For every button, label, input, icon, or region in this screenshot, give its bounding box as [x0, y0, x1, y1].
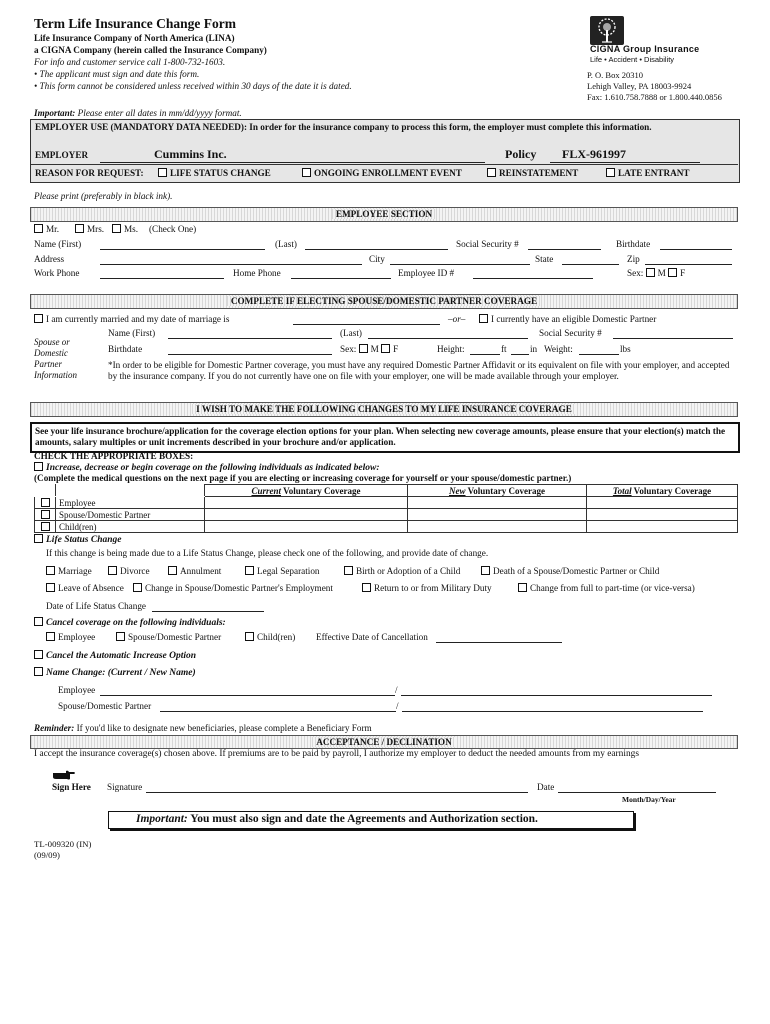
emp-ssn-field[interactable]	[528, 249, 601, 250]
event-legal-separation[interactable]: Legal Separation	[245, 566, 320, 576]
total-cell[interactable]	[587, 521, 738, 533]
emp-state-field[interactable]	[562, 264, 619, 265]
sp-name-first-field[interactable]	[168, 338, 332, 339]
event-spouse-employment[interactable]: Change in Spouse/Domestic Partner's Employment	[133, 583, 333, 593]
sign-here-label: Sign Here	[52, 782, 91, 792]
checkbox[interactable]	[116, 632, 125, 641]
domestic-partner-option[interactable]: I currently have an eligible Domestic Partner	[479, 314, 656, 324]
name-change-option[interactable]: Name Change: (Current / New Name)	[34, 667, 196, 678]
emp-name-first-field[interactable]	[100, 249, 265, 250]
col-new: New Voluntary Coverage	[408, 485, 587, 497]
event-leave-of-absence[interactable]: Leave of Absence	[46, 583, 124, 593]
nc-spouse-new-field[interactable]	[402, 711, 703, 712]
title-mr[interactable]: Mr.	[34, 224, 59, 234]
checkbox[interactable]	[518, 583, 527, 592]
cancel-checkbox[interactable]	[34, 617, 43, 626]
emp-city-field[interactable]	[390, 264, 530, 265]
emp-birthdate-label: Birthdate	[616, 239, 651, 249]
checkbox[interactable]	[75, 224, 84, 233]
total-cell[interactable]	[587, 509, 738, 521]
emp-id-field[interactable]	[473, 278, 593, 279]
emp-zip-label: Zip	[627, 254, 640, 264]
nc-employee-current-field[interactable]	[100, 695, 395, 696]
cancel-employee[interactable]: Employee	[46, 632, 95, 642]
spouse-side-label: Spouse or Domestic Partner Information	[34, 337, 78, 380]
or-separator: –or–	[448, 314, 466, 324]
emp-zip-field[interactable]	[645, 264, 732, 265]
employer-use-text: EMPLOYER USE (MANDATORY DATA NEEDED): In order for the insurance company to process this form, the employer must complete this information.	[35, 122, 652, 132]
sp-ssn-field[interactable]	[613, 338, 733, 339]
event-marriage[interactable]: Marriage	[46, 566, 92, 576]
policy-value[interactable]: FLX-961997	[562, 147, 626, 161]
policy-underline	[550, 162, 700, 163]
event-annulment[interactable]: Annulment	[168, 566, 221, 576]
company-name: CIGNA Group Insurance	[590, 44, 700, 54]
effective-date-field[interactable]	[436, 642, 562, 643]
header-bullet-sign: • The applicant must sign and date this form.	[34, 69, 200, 79]
domestic-checkbox[interactable]	[479, 314, 488, 323]
nc-slash-2: /	[396, 701, 399, 711]
sp-height-in-field[interactable]	[511, 354, 529, 355]
date-field[interactable]	[558, 792, 716, 793]
checkbox[interactable]	[168, 566, 177, 575]
sp-sex-m-checkbox[interactable]	[359, 344, 368, 353]
new-cell[interactable]	[408, 521, 587, 533]
coverage-row-children[interactable]	[35, 521, 738, 533]
row-label: Spouse/Domestic Partner	[56, 509, 205, 521]
header-company-line: Life Insurance Company of North America (LINA)	[34, 33, 235, 43]
pointing-hand-icon	[52, 769, 76, 783]
sex-f-checkbox[interactable]	[668, 268, 677, 277]
emp-last-field[interactable]	[305, 249, 448, 250]
cancel-children[interactable]: Child(ren)	[245, 632, 295, 642]
acceptance-header: ACCEPTANCE / DECLINATION	[30, 735, 738, 749]
emp-last-label: (Last)	[275, 239, 297, 249]
title-check-one: (Check One)	[149, 224, 197, 234]
emp-ssn-label: Social Security #	[456, 239, 519, 249]
effective-date-label: Effective Date of Cancellation	[316, 632, 428, 642]
form-code: TL-009320 (IN)	[34, 839, 92, 849]
employer-value: Cummins Inc.	[154, 147, 227, 161]
coverage-row-spouse[interactable]	[35, 509, 738, 521]
coverage-row-employee[interactable]	[35, 497, 738, 509]
form-title: Term Life Insurance Change Form	[34, 16, 236, 31]
checkbox[interactable]	[112, 224, 121, 233]
emp-work-phone-field[interactable]	[100, 278, 224, 279]
date-of-change-field[interactable]	[152, 611, 264, 612]
emp-address-field[interactable]	[100, 264, 362, 265]
sp-ft-label: ft	[501, 344, 507, 354]
date-format-label: Month/Day/Year	[622, 795, 676, 804]
policy-label: Policy	[505, 147, 537, 161]
employer-label: EMPLOYER	[35, 150, 89, 160]
sp-weight-label: Weight:	[544, 344, 573, 354]
married-checkbox[interactable]	[34, 314, 43, 323]
reason-late-entrant[interactable]: LATE ENTRANT	[606, 168, 690, 178]
nc-spouse-label: Spouse/Domestic Partner	[58, 701, 152, 711]
date-label: Date	[537, 782, 555, 792]
current-cell[interactable]	[205, 497, 408, 509]
sp-weight-field[interactable]	[579, 354, 619, 355]
total-cell[interactable]	[587, 497, 738, 509]
header-bullet-30days: • This form cannot be considered unless received within 30 days of the date it is dated.	[34, 81, 352, 91]
sp-in-label: in	[530, 344, 538, 354]
employee-section-header: EMPLOYEE SECTION	[30, 207, 738, 222]
cancel-coverage-option[interactable]: Cancel coverage on the following individuals:	[34, 617, 226, 628]
signature-label: Signature	[107, 782, 143, 792]
sp-height-ft-field[interactable]	[470, 354, 500, 355]
checkbox[interactable]	[344, 566, 353, 575]
sp-ssn-label: Social Security #	[539, 328, 602, 338]
emp-id-label: Employee ID #	[398, 268, 455, 278]
col-current: Current Voluntary Coverage	[205, 485, 408, 497]
company-tagline: Life • Accident • Disability	[590, 55, 675, 64]
sp-sex-f-checkbox[interactable]	[381, 344, 390, 353]
domestic-partner-note: *In order to be eligible for Domestic Partner coverage, you must have any required Domestic Partner Affidavit or its equivalent on file with your employer, and accepted by the insurance company. If you do not currently have one on file with your employer, one will be made available through your employer.	[108, 360, 730, 381]
checkbox[interactable]	[46, 566, 55, 575]
life-status-checkbox[interactable]	[34, 534, 43, 543]
current-cell[interactable]	[205, 509, 408, 521]
life-status-option[interactable]: Life Status Change	[34, 534, 122, 545]
checkbox[interactable]	[46, 632, 55, 641]
checkbox[interactable]	[34, 224, 43, 233]
checkbox[interactable]	[46, 583, 55, 592]
sp-birthdate-label: Birthdate	[108, 344, 143, 354]
emp-state-label: State	[535, 254, 554, 264]
nc-spouse-current-field[interactable]	[160, 711, 396, 712]
cancel-auto-increase-option[interactable]: Cancel the Automatic Increase Option	[34, 650, 196, 661]
checkbox[interactable]	[245, 632, 254, 641]
emp-birthdate-field[interactable]	[660, 249, 732, 250]
new-cell[interactable]	[408, 497, 587, 509]
sp-height-label: Height:	[437, 344, 465, 354]
cancel-auto-checkbox[interactable]	[34, 650, 43, 659]
sp-birthdate-field[interactable]	[168, 354, 332, 355]
reason-reinstatement[interactable]: REINSTATEMENT	[487, 168, 578, 178]
increase-checkbox[interactable]	[34, 462, 43, 471]
checkbox[interactable]	[606, 168, 615, 177]
nc-employee-new-field[interactable]	[401, 695, 712, 696]
event-birth-adoption[interactable]: Birth or Adoption of a Child	[344, 566, 460, 576]
checkbox[interactable]	[133, 583, 142, 592]
company-address2: Lehigh Valley, PA 18003-9924	[587, 81, 692, 91]
signature-field[interactable]	[146, 792, 528, 793]
sp-name-first-label: Name (First)	[108, 328, 156, 338]
checkbox[interactable]	[481, 566, 490, 575]
reason-life-status[interactable]: LIFE STATUS CHANGE	[158, 168, 271, 178]
checkbox[interactable]	[108, 566, 117, 575]
header-service-line: For info and customer service call 1-800-732-1603.	[34, 57, 226, 67]
checkbox[interactable]	[158, 168, 167, 177]
married-option[interactable]: I am currently married and my date of marriage is	[34, 314, 229, 324]
coverage-table	[34, 484, 738, 533]
date-of-change-label: Date of Life Status Change	[46, 601, 147, 611]
employer-divider	[30, 164, 738, 165]
current-cell[interactable]	[205, 521, 408, 533]
cigna-tree-logo	[590, 16, 624, 45]
coverage-header-row	[35, 485, 738, 497]
event-military[interactable]: Return to or from Military Duty	[362, 583, 492, 593]
acceptance-text: I accept the insurance coverage(s) chosen above. If premiums are to be paid by payroll, I authorize my employer to deduct the needed amounts from my earnings	[34, 749, 639, 759]
reason-ongoing[interactable]: ONGOING ENROLLMENT EVENT	[302, 168, 462, 178]
important-dates-note: Important: Please enter all dates in mm/dd/yyyy format.	[34, 108, 242, 118]
reason-label: REASON FOR REQUEST:	[35, 168, 144, 178]
emp-work-phone-label: Work Phone	[34, 268, 80, 278]
life-status-note: If this change is being made due to a Life Status Change, please check one of the following, and provide date of change.	[46, 548, 489, 558]
row-label: Employee	[56, 497, 205, 509]
important-footer: Important: You must also sign and date the Agreements and Authorization section.	[136, 813, 538, 825]
form-revision: (09/09)	[34, 850, 60, 860]
company-address1: P. O. Box 20310	[587, 70, 643, 80]
checkbox[interactable]	[302, 168, 311, 177]
beneficiary-reminder: Reminder: If you'd like to designate new beneficiaries, please complete a Beneficiary Form	[34, 723, 372, 733]
header-cigna-line: a CIGNA Company (herein called the Insurance Company)	[34, 45, 267, 55]
sex-m-checkbox[interactable]	[646, 268, 655, 277]
company-fax: Fax: 1.610.758.7888 or 1.800.440.0856	[587, 92, 722, 102]
spouse-section-header: COMPLETE IF ELECTING SPOUSE/DOMESTIC PARTNER COVERAGE	[30, 294, 738, 309]
print-note: Please print (preferably in black ink).	[34, 191, 173, 201]
col-total: Total Voluntary Coverage	[587, 485, 738, 497]
emp-sex: Sex: M F	[627, 268, 686, 278]
increase-option[interactable]: Increase, decrease or begin coverage on the following individuals as indicated below:	[34, 462, 380, 473]
checkbox[interactable]	[245, 566, 254, 575]
sp-last-field[interactable]	[368, 338, 528, 339]
checkbox[interactable]	[41, 498, 50, 507]
marriage-date-field[interactable]	[293, 324, 440, 325]
emp-address-label: Address	[34, 254, 65, 264]
emp-name-first-label: Name (First)	[34, 239, 82, 249]
event-divorce[interactable]: Divorce	[108, 566, 150, 576]
event-death[interactable]: Death of a Spouse/Domestic Partner or Child	[481, 566, 659, 576]
checkbox[interactable]	[487, 168, 496, 177]
changes-section-header: I WISH TO MAKE THE FOLLOWING CHANGES TO MY LIFE INSURANCE COVERAGE	[30, 402, 738, 417]
brochure-notice: See your life insurance brochure/application for the coverage election options for your plan. When selecting new coverage amounts, please ensure that your election(s) match the amounts, salary multiples or unit increments described in your brochure and/or application.	[35, 426, 726, 447]
cancel-spouse[interactable]: Spouse/Domestic Partner	[116, 632, 221, 642]
sp-sex: Sex: M F	[340, 344, 399, 354]
checkbox[interactable]	[362, 583, 371, 592]
employer-underline	[100, 162, 485, 163]
checkbox[interactable]	[41, 510, 50, 519]
emp-city-label: City	[369, 254, 385, 264]
nc-employee-label: Employee	[58, 685, 96, 695]
new-cell[interactable]	[408, 509, 587, 521]
sp-last-label: (Last)	[340, 328, 362, 338]
title-ms[interactable]: Ms.	[112, 224, 138, 234]
medical-note: (Complete the medical questions on the next page if you are electing or increasing coverage for yourself or your spouse/domestic partner.)	[34, 473, 572, 483]
check-boxes-label: CHECK THE APPROPRIATE BOXES:	[34, 451, 194, 461]
nc-slash-1: /	[395, 685, 398, 695]
emp-home-phone-field[interactable]	[291, 278, 391, 279]
event-part-time[interactable]: Change from full to part-time (or vice-versa)	[518, 583, 695, 593]
checkbox[interactable]	[41, 522, 50, 531]
name-change-checkbox[interactable]	[34, 667, 43, 676]
title-mrs[interactable]: Mrs.	[75, 224, 104, 234]
row-label: Child(ren)	[56, 521, 205, 533]
sp-lbs-label: lbs	[620, 344, 631, 354]
emp-home-phone-label: Home Phone	[233, 268, 281, 278]
